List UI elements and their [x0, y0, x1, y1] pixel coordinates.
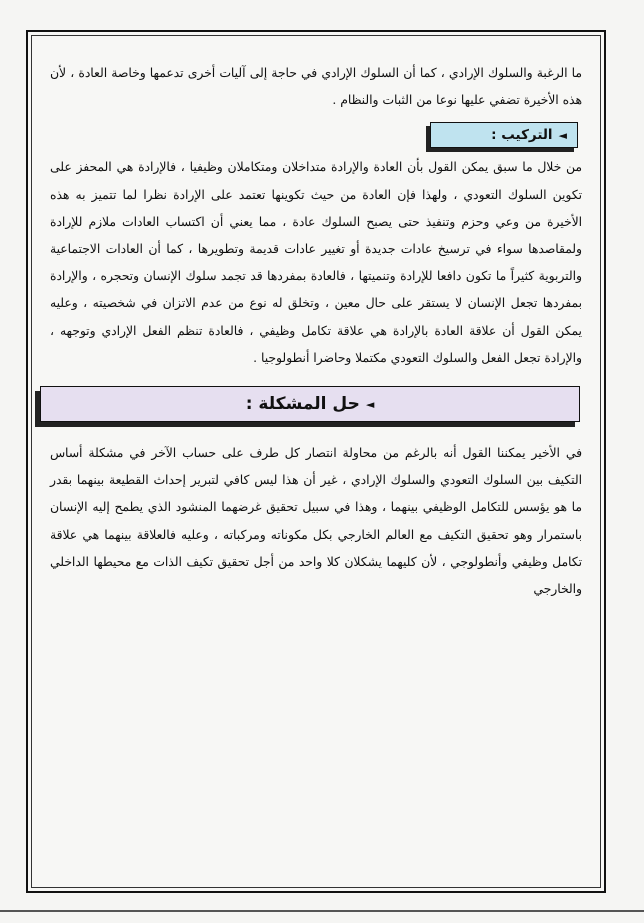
heading-problem-solution-label: حل المشكلة : — [245, 394, 360, 415]
paragraph-conclusion: في الأخير يمكننا القول أنه بالرغم من محاولة انتصار كل طرف على حساب الآخر في مشكلة أساس التكيف بين السلوك التعودي والسلوك الإرادي ، غير أن هذا ليس كافي لتبرير إحداث القطيعة بينهما بقدر ما هو يؤسس للتكامل الوظيفي بينهما ، وهذا في سبيل تحقيق غرضهما المنشود الذي يطمح إليه الإنسان باستمرار وهو تحقيق التكيف مع العالم الخارجي بكل مكوناته ومركباته ، وعليه فالعلاقة بينهما هي علاقة تكامل وظيفي وأنطولوجي ، لأن كليهما يشكلان كلا واحد من أجل تحقيق تكيف الذات مع محيطها الداخلي والخارجي — [50, 446, 582, 597]
heading-problem-solution — [40, 386, 580, 422]
page-bottom-divider — [0, 910, 644, 912]
triangle-marker-icon: ◄ — [365, 397, 375, 411]
paragraph-intro: ما الرغبة والسلوك الإرادي ، كما أن السلوك الإرادي في حاجة إلى آليات أخرى تدعمها وخاصة العادة ، لأن هذه الأخيرة تضفي عليها نوعا من الثبات والنظام . — [50, 66, 582, 108]
page-frame — [26, 30, 606, 893]
paragraph-synthesis: من خلال ما سبق يمكن القول بأن العادة والإرادة متداخلان ومتكاملان وظيفيا ، فالإرادة هي المحفز على تكوين السلوك التعودي ، ولهذا فإن العادة من حيث تكوينها تعتمد على الإرادة نظرا لما تتميز به هذه الأخيرة من وعي وحزم وتنفيذ حتى يصبح السلوك عادة ، مما يعني أن اكتساب العادات ملازم للإرادة ولمقاصدها سواء في ترسيخ عادات جديدة أو تغيير عادات قديمة وتطويرها ، كما أن العادات الاجتماعية والتربوية كثيراً ما تكون دافعا للإرادة وتنميتها ، فالعادة بمفردها قد تجمد سلوك الإنسان وتحجره ، والإرادة بمفردها تجعل الإنسان لا يستقر على حال معين ، وتخلق له نوع من عدم الاتزان في شخصيته ، وعليه يمكن القول أن علاقة العادة بالإرادة هي علاقة تكامل وظيفي ، فالعادة تنظم الفعل الإرادي وتوجهه ، والإرادة تجعل الفعل والسلوك التعودي مكتملا وحاضرا أنطولوجيا . — [50, 160, 582, 365]
triangle-marker-icon: ◄ — [558, 128, 567, 142]
document-content — [50, 60, 582, 603]
heading-synthesis — [430, 122, 578, 148]
heading-synthesis-label: التركيب : — [491, 127, 553, 144]
